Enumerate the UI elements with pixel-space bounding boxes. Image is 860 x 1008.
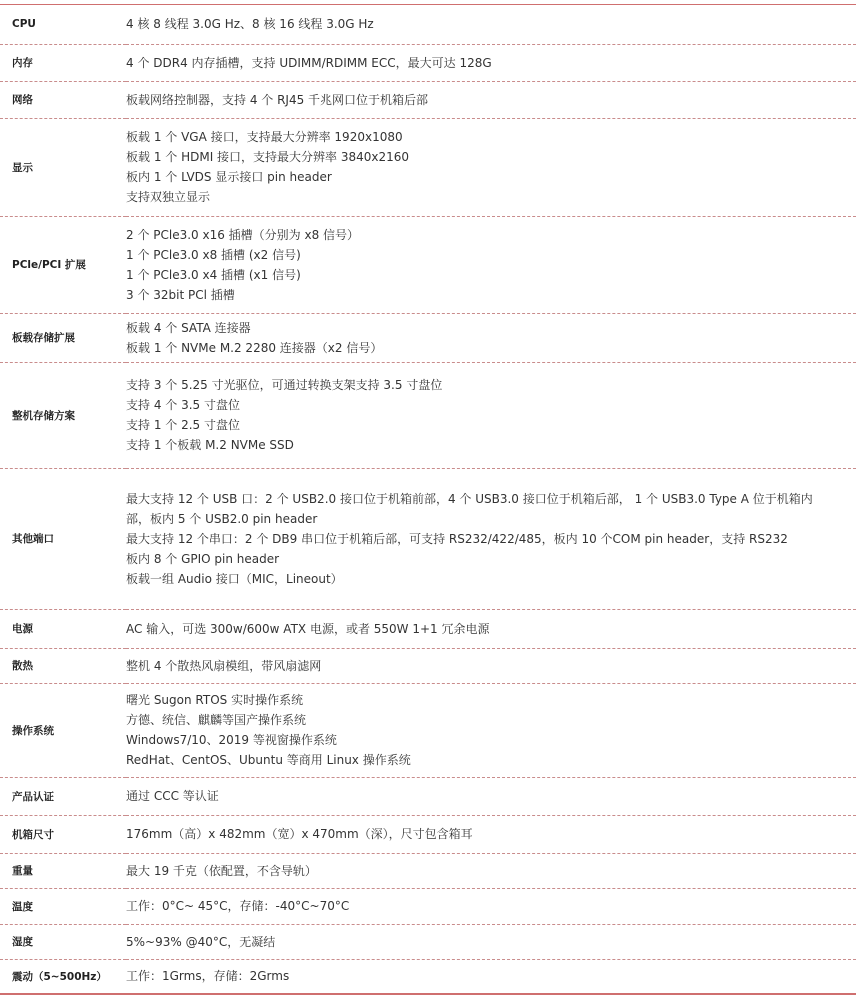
spec-row-chassis-size (0, 815, 856, 853)
spec-label: 机箱尺寸 (0, 815, 126, 853)
spec-table (0, 5, 856, 995)
spec-row-display (0, 118, 856, 216)
spec-line: Windows7/10、2019 等视窗操作系统 (126, 733, 337, 747)
spec-row-power (0, 609, 856, 648)
spec-line: 板载网络控制器，支持 4 个 RJ45 千兆网口位于机箱后部 (126, 92, 429, 107)
spec-line: 支持 1 个板载 M.2 NVMe SSD (126, 438, 294, 452)
spec-line: 1 个 PCle3.0 x4 插槽 (x1 信号) (126, 267, 301, 282)
spec-line: 支持 4 个 3.5 寸盘位 (126, 398, 240, 412)
spec-value (126, 81, 856, 118)
spec-line: 4 个 DDR4 内存插槽，支持 UDIMM/RDIMM ECC，最大可达 128G (126, 55, 492, 70)
spec-table-body (0, 5, 856, 994)
spec-value (126, 924, 856, 959)
spec-row-certification (0, 777, 856, 815)
spec-line: 支持双独立显示 (126, 190, 211, 204)
spec-line: 板载 4 个 SATA 连接器 (126, 320, 251, 335)
spec-value (126, 362, 856, 468)
spec-value (126, 44, 856, 81)
spec-value (126, 815, 856, 853)
spec-line: 2 个 PCle3.0 x16 插槽（分别为 x8 信号） (126, 227, 360, 242)
spec-value (126, 888, 856, 924)
spec-label: 重量 (0, 853, 126, 888)
spec-label: 产品认证 (0, 777, 126, 815)
spec-line: 曙光 Sugon RTOS 实时操作系统 (126, 693, 304, 707)
spec-label: 温度 (0, 888, 126, 924)
spec-row-other-ports (0, 468, 856, 609)
spec-line: 方德、统信、麒麟等国产操作系统 (126, 713, 307, 727)
spec-label: 散热 (0, 648, 126, 683)
spec-value (126, 683, 856, 777)
spec-value (126, 648, 856, 683)
spec-value (126, 853, 856, 888)
spec-line: 工作：1Grms，存储：2Grms (126, 969, 290, 984)
spec-label: 湿度 (0, 924, 126, 959)
spec-line: 176mm（高）x 482mm（宽）x 470mm（深），尺寸包含箱耳 (126, 827, 473, 841)
spec-row-vibration (0, 959, 856, 994)
spec-line: 通过 CCC 等认证 (126, 789, 219, 803)
spec-line: 3 个 32bit PCl 插槽 (126, 287, 235, 302)
spec-line: 板载 1 个 NVMe M.2 2280 连接器（x2 信号） (126, 340, 383, 355)
spec-row-os (0, 683, 856, 777)
spec-line: 最大支持 12 个 USB 口：2 个 USB2.0 接口位于机箱前部，4 个 USB3.0 接口位于机箱后部， 1 个 USB3.0 Type A 位于机箱内部，板内 5 个 USB2.0 pin header (126, 491, 813, 526)
spec-row-onboard-storage (0, 313, 856, 362)
spec-line: RedHat、CentOS、Ubuntu 等商用 Linux 操作系统 (126, 753, 411, 767)
spec-row-humidity (0, 924, 856, 959)
spec-line: 5%~93% @40°C，无凝结 (126, 934, 276, 949)
spec-row-weight (0, 853, 856, 888)
spec-label: 板载存储扩展 (0, 313, 126, 362)
spec-value (126, 313, 856, 362)
spec-line: 整机 4 个散热风扇模组，带风扇滤网 (126, 658, 322, 673)
spec-row-pcie (0, 216, 856, 313)
spec-line: 板载 1 个 HDMI 接口，支持最大分辨率 3840x2160 (126, 150, 410, 164)
spec-label: 电源 (0, 609, 126, 648)
spec-row-memory (0, 44, 856, 81)
spec-value (126, 609, 856, 648)
spec-label: 操作系统 (0, 683, 126, 777)
spec-label: PCle/PCI 扩展 (0, 216, 126, 313)
spec-row-cooling (0, 648, 856, 683)
spec-value (126, 216, 856, 313)
spec-value (126, 118, 856, 216)
spec-label: 整机存储方案 (0, 362, 126, 468)
spec-row-temperature (0, 888, 856, 924)
spec-line: 最大支持 12 个串口：2 个 DB9 串口位于机箱后部，可支持 RS232/422/485，板内 10 个COM pin header，支持 RS232 (126, 531, 788, 546)
spec-label: 其他端口 (0, 468, 126, 609)
spec-label: 显示 (0, 118, 126, 216)
spec-label: CPU (0, 5, 126, 44)
spec-value (126, 959, 856, 994)
spec-line: 最大 19 千克（依配置，不含导轨） (126, 863, 317, 878)
spec-value (126, 777, 856, 815)
spec-label: 网络 (0, 81, 126, 118)
spec-line: 板内 1 个 LVDS 显示接口 pin header (126, 170, 332, 184)
spec-line: 板内 8 个 GPIO pin header (126, 551, 280, 566)
spec-line: 支持 1 个 2.5 寸盘位 (126, 418, 240, 432)
spec-label: 震动（5~500Hz） (0, 959, 126, 994)
spec-row-network (0, 81, 856, 118)
spec-line: 板载 1 个 VGA 接口，支持最大分辨率 1920x1080 (126, 130, 403, 144)
spec-line: 1 个 PCle3.0 x8 插槽 (x2 信号) (126, 247, 301, 262)
spec-value (126, 5, 856, 44)
spec-row-cpu (0, 5, 856, 44)
spec-row-storage-plan (0, 362, 856, 468)
spec-value (126, 468, 856, 609)
spec-label: 内存 (0, 44, 126, 81)
spec-line: AC 输入，可选 300w/600w ATX 电源，或者 550W 1+1 冗余电源 (126, 621, 490, 636)
spec-line: 支持 3 个 5.25 寸光驱位，可通过转换支架支持 3.5 寸盘位 (126, 378, 443, 392)
spec-line: 工作：0°C~ 45°C，存储：-40°C~70°C (126, 899, 350, 913)
spec-line: 4 核 8 线程 3.0G Hz、8 核 16 线程 3.0G Hz (126, 17, 374, 32)
spec-line: 板载一组 Audio 接口（MIC，Lineout） (126, 571, 343, 586)
